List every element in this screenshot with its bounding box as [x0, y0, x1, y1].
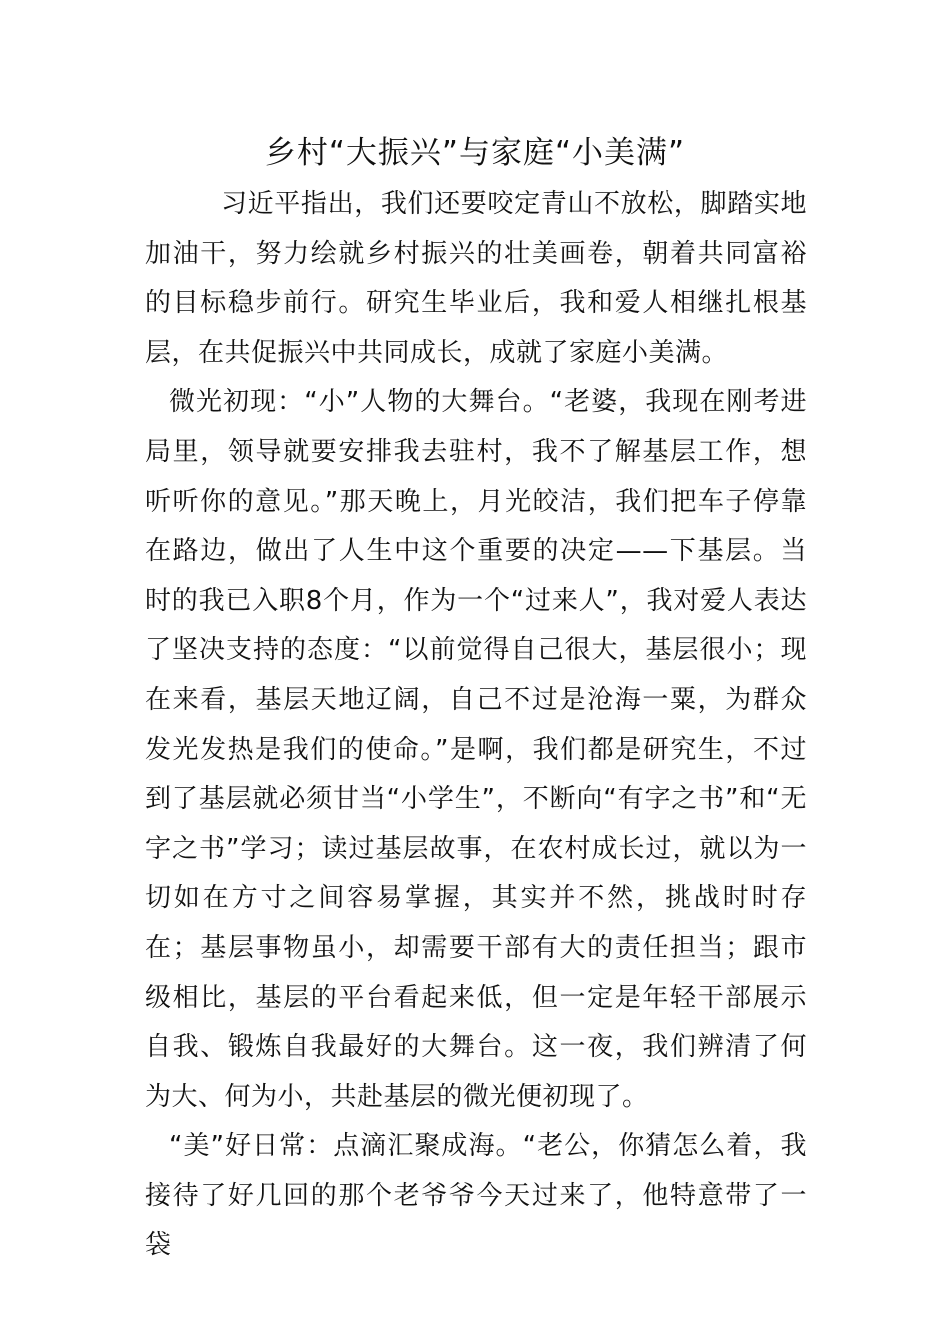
- paragraph-intro: 习近平指出，我们还要咬定青山不放松，脚踏实地加油干，努力绘就乡村振兴的壮美画卷，朝着共同富裕的目标稳步前行。研究生毕业后，我和爱人相继扎根基层，在共促振兴中共同成长，成就了家庭小美满。: [145, 189, 807, 368]
- paragraph-section-1: 微光初现：“小”人物的大舞台。“老婆，我现在刚考进局里，领导就要安排我去驻村，我不了解基层工作，想听听你的意见。”那天晚上，月光皎洁，我们把车子停靠在路边，做出了人生中这个重要的决定——下基层。当时的我已入职8个月，作为一个“过来人”，我对爱人表达了坚决支持的态度：“以前觉得自己很大，基层很小；现在来看，基层天地辽阔，自己不过是沧海一粟，为群众发光发热是我们的使命。”是啊，我们都是研究生，不过到了基层就必须甘当“小学生”，不断向“有字之书”和“无字之书”学习；读过基层故事，在农村成长过，就以为一切如在方寸之间容易掌握，其实并不然，挑战时时存在；基层事物虽小，却需要干部有大的责任担当；跟市级相比，基层的平台看起来低，但一定是年轻干部展示自我、锻炼自我最好的大舞台。这一夜，我们辨清了何为大、何为小，共赴基层的微光便初现了。: [145, 387, 807, 1112]
- paragraph-section-2: “美”好日常：点滴汇聚成海。“老公，你猜怎么着，我接待了好几回的那个老爷爷今天过来了，他特意带了一袋: [145, 1131, 807, 1261]
- document-title: 乡村“大振兴”与家庭“小美满”: [264, 135, 686, 171]
- document-body: [145, 180, 807, 1271]
